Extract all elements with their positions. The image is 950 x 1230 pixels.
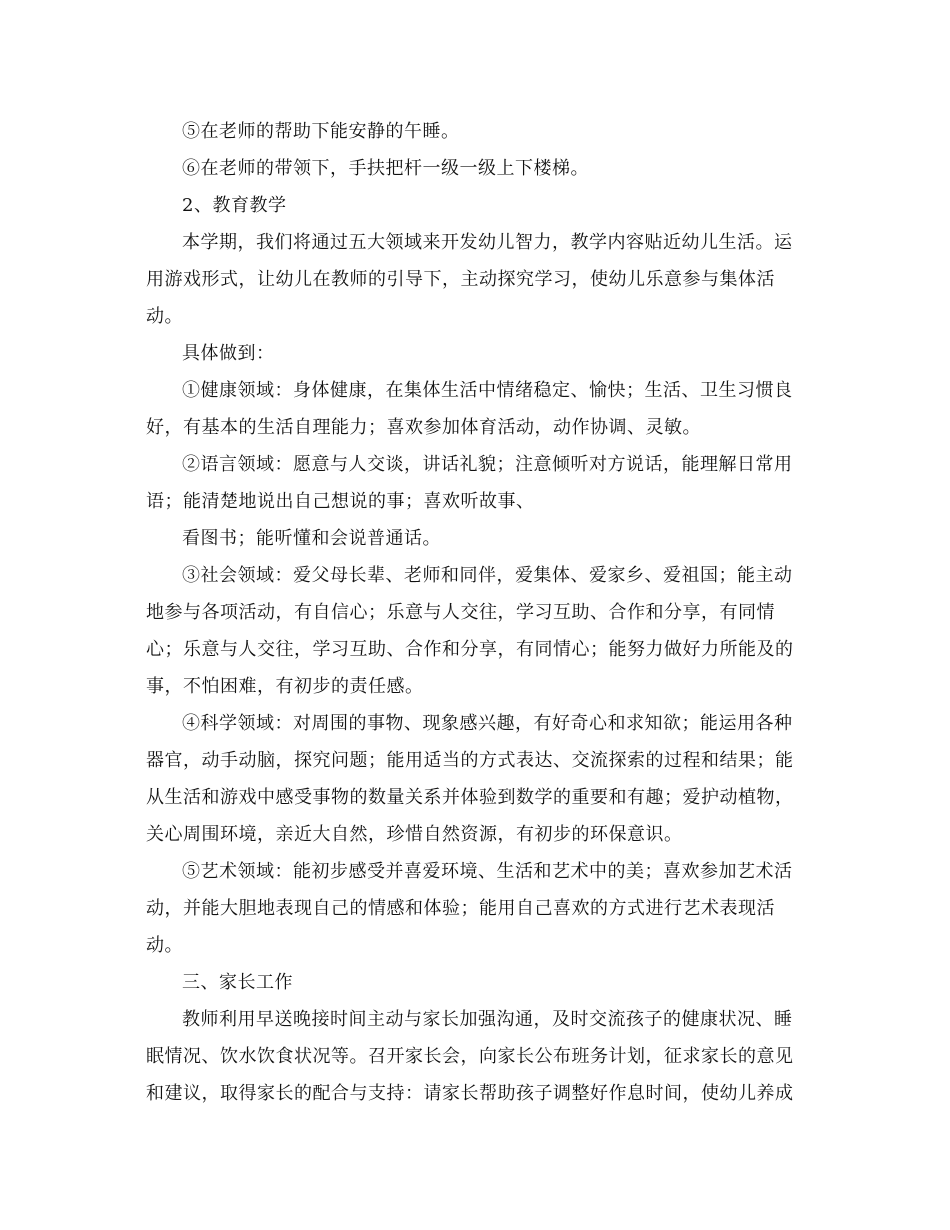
text-line: 动。: [146, 935, 183, 956]
text-line: 和建议，取得家长的配合与支持：请家长帮助孩子调整好作息时间，使幼儿养成: [146, 1083, 794, 1104]
text-line: 具体做到：: [182, 343, 275, 364]
text-line: ②语言领域：愿意与人交谈，讲话礼貌；注意倾听对方说话，能理解日常用: [182, 454, 793, 475]
text-line: 眠情况、饮水饮食状况等。召开家长会，向家长公布班务计划，征求家长的意见: [146, 1046, 794, 1067]
text-line: 地参与各项活动，有自信心；乐意与人交往，学习互助、合作和分享，有同情: [146, 602, 775, 623]
text-line: 2、教育教学: [182, 195, 287, 216]
text-line: ⑤艺术领域：能初步感受并喜爱环境、生活和艺术中的美；喜欢参加艺术活: [182, 861, 793, 882]
text-line: 本学期，我们将通过五大领域来开发幼儿智力，教学内容贴近幼儿生活。运: [182, 232, 793, 253]
text-line: ①健康领域：身体健康，在集体生活中情绪稳定、愉快；生活、卫生习惯良: [182, 380, 793, 401]
text-line: 三、家长工作: [182, 972, 293, 993]
text-line: ④科学领域：对周围的事物、现象感兴趣，有好奇心和求知欲；能运用各种: [182, 713, 793, 734]
text-line: ⑤在老师的帮助下能安静的午睡。: [182, 121, 460, 142]
text-line: 语；能清楚地说出自己想说的事；喜欢听故事、: [146, 491, 535, 512]
text-line: 动，并能大胆地表现自己的情感和体验；能用自己喜欢的方式进行艺术表现活: [146, 898, 775, 919]
text-line: 从生活和游戏中感受事物的数量关系并体验到数学的重要和有趣；爱护动植物，: [146, 787, 794, 808]
text-line: 器官，动手动脑，探究问题；能用适当的方式表达、交流探索的过程和结果；能: [146, 750, 794, 771]
text-line: ③社会领域：爱父母长辈、老师和同伴，爱集体、爱家乡、爱祖国；能主动: [182, 565, 793, 586]
text-line: 事，不怕困难，有初步的责任感。: [146, 676, 424, 697]
text-line: 教师利用早送晚接时间主动与家长加强沟通，及时交流孩子的健康状况、睡: [182, 1009, 793, 1030]
text-line: 好，有基本的生活自理能力；喜欢参加体育活动，动作协调、灵敏。: [146, 417, 701, 438]
text-line: 用游戏形式，让幼儿在教师的引导下，主动探究学习，使幼儿乐意参与集体活: [146, 269, 775, 290]
text-line: 心；乐意与人交往，学习互助、合作和分享，有同情心；能努力做好力所能及的: [146, 639, 794, 660]
text-line: 关心周围环境，亲近大自然，珍惜自然资源，有初步的环保意识。: [146, 824, 683, 845]
text-line: 动。: [146, 306, 183, 327]
document-body: [146, 113, 806, 1112]
text-line: 看图书；能听懂和会说普通话。: [182, 528, 441, 549]
text-line: ⑥在老师的带领下，手扶把杆一级一级上下楼梯。: [182, 158, 589, 179]
